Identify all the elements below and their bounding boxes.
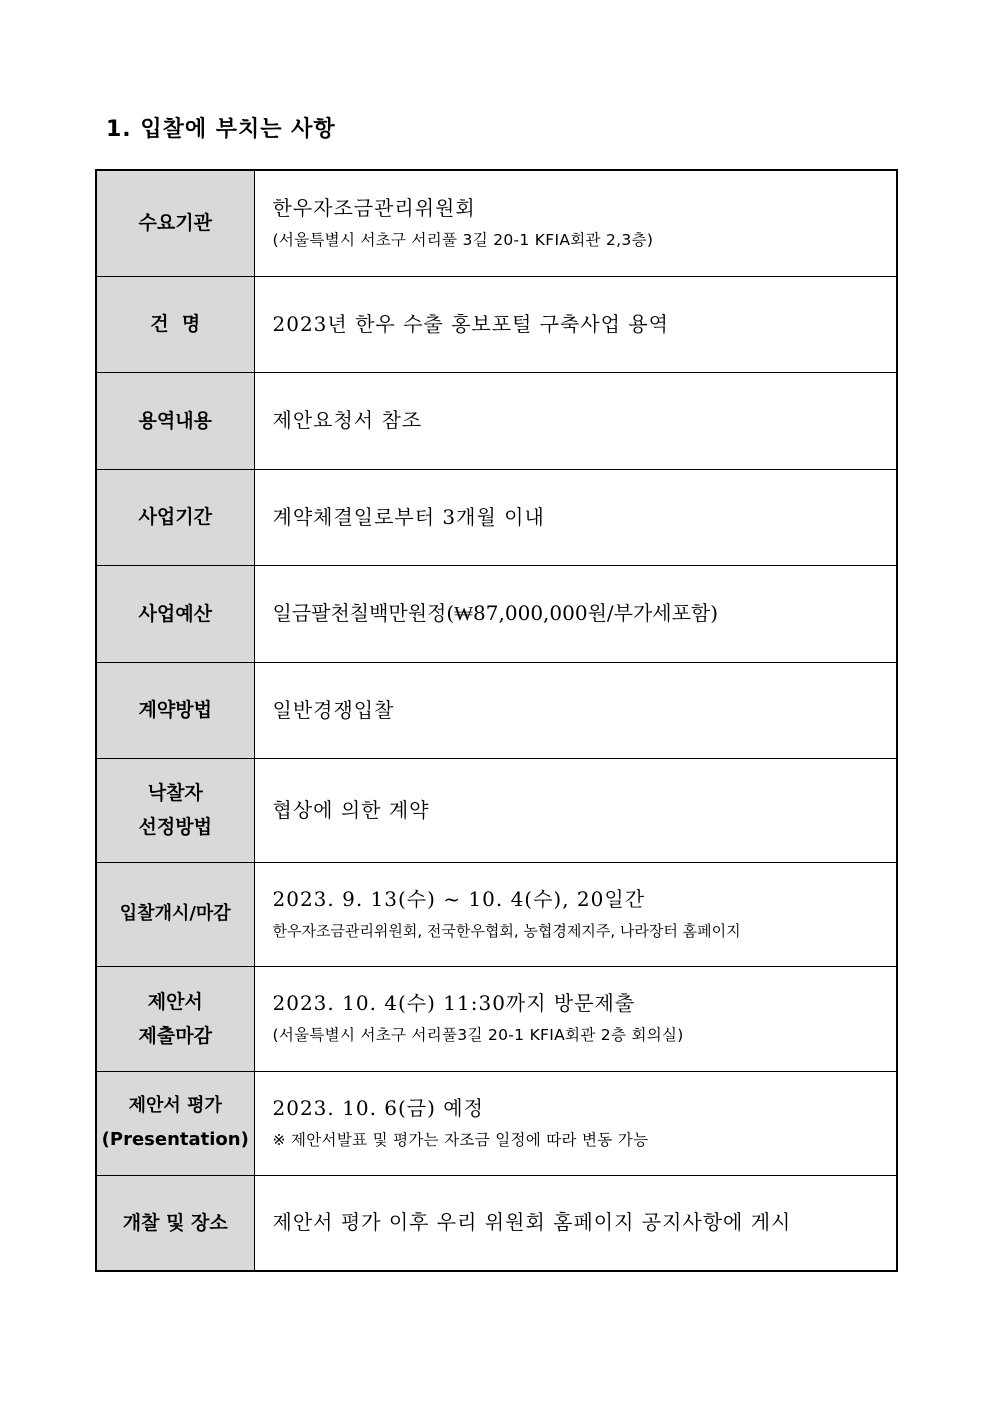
row-value: 제안요청서 참조 xyxy=(254,372,897,469)
row-value: 일금팔천칠백만원정(₩87,000,000원/부가세포함) xyxy=(254,565,897,662)
row-label: 사업예산 xyxy=(96,565,254,662)
row-label: 개찰 및 장소 xyxy=(96,1175,254,1271)
row-value: 일반경쟁입찰 xyxy=(254,662,897,758)
row-value: 제안서 평가 이후 우리 위원회 홈페이지 공지사항에 게시 xyxy=(254,1175,897,1271)
table-row xyxy=(96,1071,897,1175)
row-label: 용역내용 xyxy=(96,372,254,469)
table-row xyxy=(96,966,897,1071)
table-row xyxy=(96,662,897,758)
row-label: 제안서 평가 (Presentation) xyxy=(96,1071,254,1175)
table-row xyxy=(96,1175,897,1271)
row-value: 계약체결일로부터 3개월 이내 xyxy=(254,469,897,565)
table-row xyxy=(96,170,897,276)
table-row xyxy=(96,565,897,662)
row-value: 2023년 한우 수출 홍보포털 구축사업 용역 xyxy=(254,276,897,372)
row-label: 입찰개시/마감 xyxy=(96,862,254,966)
row-value: 협상에 의한 계약 xyxy=(254,758,897,862)
section-title: 1. 입찰에 부치는 사항 xyxy=(106,117,336,142)
row-label: 계약방법 xyxy=(96,662,254,758)
bid-info-table xyxy=(95,169,898,1272)
row-label: 수요기관 xyxy=(96,170,254,276)
table-row xyxy=(96,469,897,565)
table-row xyxy=(96,758,897,862)
table-row xyxy=(96,276,897,372)
table-row xyxy=(96,372,897,469)
row-label: 건 명 xyxy=(96,276,254,372)
row-label: 사업기간 xyxy=(96,469,254,565)
row-label: 낙찰자 선정방법 xyxy=(96,758,254,862)
table-row xyxy=(96,862,897,966)
row-value: 2023. 10. 4(수) 11:30까지 방문제출 (서울특별시 서초구 서리풀3길 20-1 KFIA회관 2층 회의실) xyxy=(254,966,897,1071)
row-value: 2023. 10. 6(금) 예정 ※ 제안서발표 및 평가는 자조금 일정에 따라 변동 가능 xyxy=(254,1071,897,1175)
row-value: 2023. 9. 13(수) ~ 10. 4(수), 20일간 한우자조금관리위원회, 전국한우협회, 농협경제지주, 나라장터 홈페이지 xyxy=(254,862,897,966)
row-label: 제안서 제출마감 xyxy=(96,966,254,1071)
row-value: 한우자조금관리위원회 (서울특별시 서초구 서리풀 3길 20-1 KFIA회관 2,3층) xyxy=(254,170,897,276)
